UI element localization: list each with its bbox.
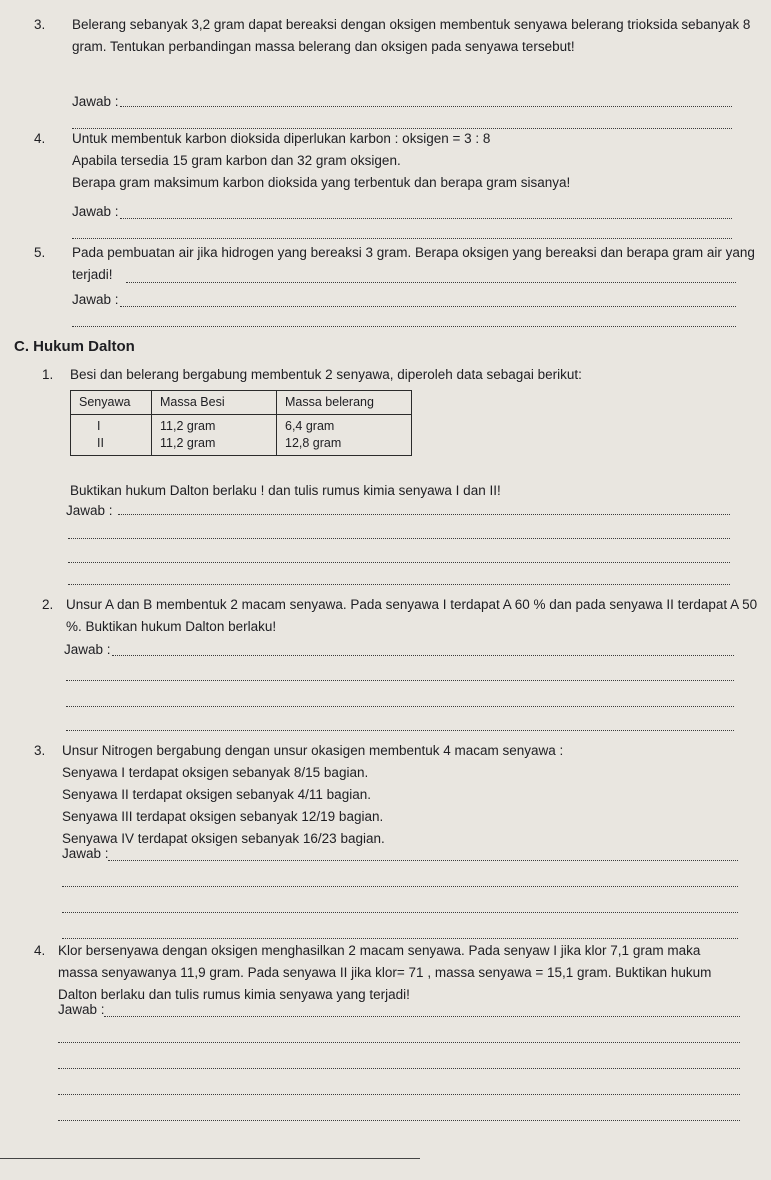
data-table (70, 390, 412, 456)
question-text-line: terjadi! (72, 267, 113, 282)
answer-label: Jawab : (64, 642, 111, 657)
answer-label: Jawab : (66, 503, 113, 518)
table-cell: 11,2 gram (152, 415, 277, 436)
answer-line[interactable] (58, 1120, 740, 1121)
answer-line[interactable] (62, 912, 738, 913)
answer-line[interactable] (108, 860, 738, 861)
question-3 (34, 14, 754, 58)
answer-line[interactable] (58, 1094, 740, 1095)
answer-line[interactable] (66, 730, 734, 731)
table-header-cell: Massa belerang (277, 391, 412, 415)
question-number: 4. (34, 131, 46, 146)
question-text-line: Pada pembuatan air jika hidrogen yang bereaksi 3 gram. Berapa oksigen yang bereaksi dan berapa gram air yang (72, 245, 755, 260)
answer-line[interactable] (120, 218, 732, 219)
question-instruction: Buktikan hukum Dalton berlaku ! dan tulis rumus kimia senyawa I dan II! (70, 483, 501, 498)
question-text-line: Apabila tersedia 15 gram karbon dan 32 gram oksigen. (72, 153, 401, 168)
table-cell: I (71, 415, 152, 436)
question-number: 3. (34, 17, 46, 32)
question-text-line: Unsur Nitrogen bergabung dengan unsur okasigen membentuk 4 macam senyawa : (62, 743, 564, 758)
answer-line[interactable] (112, 655, 734, 656)
dalton-question-1 (42, 364, 742, 386)
answer-label: Jawab : (72, 94, 119, 109)
dalton-question-3 (34, 740, 754, 850)
bottom-divider (0, 1158, 420, 1159)
answer-line[interactable] (68, 562, 730, 563)
question-text-line: Besi dan belerang bergabung membentuk 2 senyawa, diperoleh data sebagai berikut: (70, 367, 582, 382)
answer-line[interactable] (62, 938, 738, 939)
answer-label: Jawab : (58, 1002, 105, 1017)
question-number: 1. (42, 367, 54, 382)
answer-line[interactable] (104, 1016, 740, 1017)
table-cell: II (71, 435, 152, 456)
answer-line[interactable] (120, 306, 736, 307)
question-number: 2. (42, 597, 54, 612)
question-text-line: Senyawa III terdapat oksigen sebanyak 12/19 bagian. (62, 809, 384, 824)
answer-label: Jawab : (72, 292, 119, 307)
question-text-line: Dalton berlaku dan tulis rumus kimia senyawa yang terjadi! (58, 987, 410, 1002)
table-header-cell: Massa Besi (152, 391, 277, 415)
question-text-line: Untuk membentuk karbon dioksida diperlukan karbon : oksigen = 3 : 8 (72, 131, 491, 146)
question-4 (34, 128, 754, 194)
answer-line[interactable] (72, 326, 736, 327)
question-text-line: Senyawa II terdapat oksigen sebanyak 4/11 bagian. (62, 787, 371, 802)
answer-line[interactable] (126, 282, 736, 283)
question-text-line: massa senyawanya 11,9 gram. Pada senyawa II jika klor= 71 , massa senyawa = 15,1 gram. Buktikan hukum (58, 965, 712, 980)
question-text-line: gram. Tentukan perbandingan massa belerang dan oksigen pada senyawa tersebut! (72, 39, 575, 54)
table-cell: 6,4 gram (277, 415, 412, 436)
question-text-line: Berapa gram maksimum karbon dioksida yang terbentuk dan berapa gram sisanya! (72, 175, 571, 190)
dalton-question-4 (34, 940, 769, 1006)
table-header-row (71, 391, 412, 415)
question-text-line: Senyawa I terdapat oksigen sebanyak 8/15 bagian. (62, 765, 369, 780)
dalton-question-2 (42, 594, 767, 638)
answer-line[interactable] (66, 680, 734, 681)
question-number: 4. (34, 943, 46, 958)
answer-line[interactable] (66, 706, 734, 707)
answer-line[interactable] (58, 1042, 740, 1043)
question-text-line: Klor bersenyawa dengan oksigen menghasilkan 2 macam senyawa. Pada senyaw I jika klor 7,1 gram maka (58, 943, 701, 958)
section-heading: C. Hukum Dalton (14, 338, 135, 355)
question-text-line: Unsur A dan B membentuk 2 macam senyawa. Pada senyawa I terdapat A 60 % dan pada senyawa II terdapat A 50 (66, 597, 758, 612)
answer-line[interactable] (62, 886, 738, 887)
question-number: 5. (34, 245, 46, 260)
answer-line[interactable] (68, 538, 730, 539)
answer-line[interactable] (118, 514, 730, 515)
answer-line[interactable] (120, 106, 732, 107)
question-text-line: Belerang sebanyak 3,2 gram dapat bereaksi dengan oksigen membentuk senyawa belerang trioksida sebanyak 8 (72, 17, 751, 32)
question-text-line: Senyawa IV terdapat oksigen sebanyak 16/23 bagian. (62, 831, 385, 846)
answer-line[interactable] (68, 584, 730, 585)
answer-line[interactable] (72, 238, 732, 239)
table-cell: 11,2 gram (152, 435, 277, 456)
table-row (71, 415, 412, 436)
answer-label: Jawab : (72, 204, 119, 219)
answer-line[interactable] (58, 1068, 740, 1069)
question-number: 3. (34, 743, 46, 758)
question-text-line: %. Buktikan hukum Dalton berlaku! (66, 619, 277, 634)
table-cell: 12,8 gram (277, 435, 412, 456)
table-header-cell: Senyawa (71, 391, 152, 415)
answer-label: Jawab : (62, 846, 109, 861)
table-row (71, 435, 412, 456)
question-5 (34, 242, 764, 286)
